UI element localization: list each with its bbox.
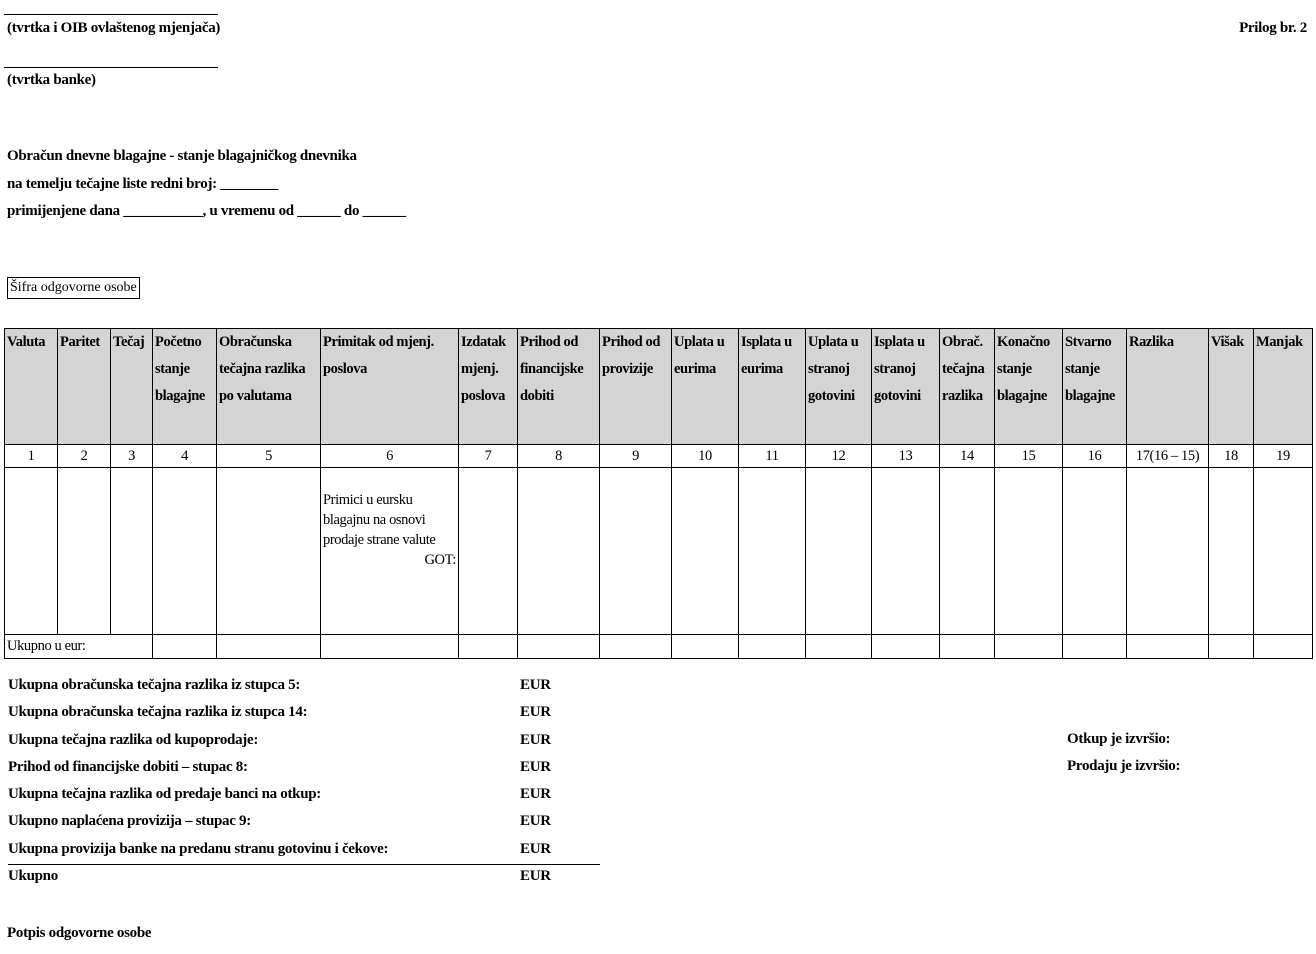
summary-unit: EUR [520, 677, 551, 693]
column-6-note: Primici u eursku blagajnu na osnovi prodaje strane valute [323, 492, 436, 548]
table-cell [111, 468, 153, 635]
total-cell [153, 635, 217, 659]
column-header: Izdatak mjenj. poslova [459, 329, 518, 445]
column-number: 16 [1063, 445, 1127, 468]
column-number: 11 [739, 445, 806, 468]
responsible-code-box: Šifra odgovorne osobe [7, 277, 140, 299]
summary-label: Ukupna obračunska tečajna razlika iz stupca 5: [8, 677, 301, 693]
total-cell [217, 635, 321, 659]
column-header: Isplata u stranoj gotovini [872, 329, 940, 445]
column-header: Manjak [1254, 329, 1313, 445]
column-header: Prihod od provizije [600, 329, 672, 445]
table-cell [672, 468, 739, 635]
title-line-1: Obračun dnevne blagajne - stanje blagajničkog dnevnika [7, 148, 357, 164]
table-cell [5, 468, 58, 635]
summary-unit: EUR [520, 704, 551, 721]
column-number: 13 [872, 445, 940, 468]
column-number: 4 [153, 445, 217, 468]
table-cell [153, 468, 217, 635]
title-line-2: na temelju tečajne liste redni broj: ________ [7, 176, 278, 192]
column-header: Uplata u eurima [672, 329, 739, 445]
summary-unit: EUR [520, 840, 551, 857]
table-cell [739, 468, 806, 635]
summary-row [8, 729, 600, 756]
summary-unit: EUR [520, 867, 551, 884]
summary-label: Ukupna tečajna razlika od predaje banci na otkup: [8, 786, 321, 803]
summary-label: Ukupna tečajna razlika od kupoprodaje: [8, 731, 259, 748]
table-cell [1209, 468, 1254, 635]
purchase-signature-label: Otkup je izvršio: [1067, 731, 1171, 747]
column-number: 6 [321, 445, 459, 468]
summary-row [8, 838, 600, 865]
table-cell [58, 468, 111, 635]
column-header: Obrač. tečajna razlika [940, 329, 995, 445]
total-cell [1254, 635, 1313, 659]
column-header: Tečaj [111, 329, 153, 445]
column-number: 1 [5, 445, 58, 468]
summary-row [8, 674, 600, 701]
exchange-company-label: (tvrtka i OIB ovlaštenog mjenjača) [7, 20, 221, 36]
column-header: Obračunska tečajna razlika po valutama [217, 329, 321, 445]
attachment-label: Prilog br. 2 [1239, 20, 1307, 36]
table-cell [459, 468, 518, 635]
column-header: Prihod od financijske dobiti [518, 329, 600, 445]
table-cell [940, 468, 995, 635]
column-number: 7 [459, 445, 518, 468]
total-cell [600, 635, 672, 659]
table-cell [872, 468, 940, 635]
total-cell [739, 635, 806, 659]
table-row [5, 468, 1313, 635]
table-cell [995, 468, 1063, 635]
total-cell [459, 635, 518, 659]
total-cell [1209, 635, 1254, 659]
column-header: Paritet [58, 329, 111, 445]
summary-row [8, 810, 600, 837]
total-cell [321, 635, 459, 659]
column-number-row [5, 445, 1313, 468]
table-cell [1063, 468, 1127, 635]
table-cell [600, 468, 672, 635]
table-cell [518, 468, 600, 635]
summary-label: Ukupna provizija banke na predanu stranu gotovinu i čekove: [8, 840, 389, 857]
responsible-signature-label: Potpis odgovorne osobe [7, 925, 152, 941]
summary-list [8, 674, 600, 892]
column-number: 18 [1209, 445, 1254, 468]
summary-unit: EUR [520, 731, 551, 748]
column-header: Valuta [5, 329, 58, 445]
summary-row [8, 783, 600, 810]
table-cell [806, 468, 872, 635]
summary-row [8, 701, 600, 728]
column-number: 17(16 – 15) [1127, 445, 1209, 468]
title-line-3: primijenjene dana ___________, u vremenu od ______ do ______ [7, 203, 406, 219]
column-header: Stvarno stanje blagajne [1063, 329, 1127, 445]
bank-company-label: (tvrtka banke) [7, 72, 96, 88]
column-header: Početno stanje blagajne [153, 329, 217, 445]
summary-label: Ukupna obračunska tečajna razlika iz stupca 14: [8, 704, 308, 721]
total-row [5, 635, 1313, 659]
total-cell [940, 635, 995, 659]
column-header: Isplata u eurima [739, 329, 806, 445]
total-cell [518, 635, 600, 659]
summary-row [8, 756, 600, 783]
column-number: 3 [111, 445, 153, 468]
column-number: 8 [518, 445, 600, 468]
total-cell [995, 635, 1063, 659]
column-number: 12 [806, 445, 872, 468]
got-row [323, 550, 456, 570]
column-header: Konačno stanje blagajne [995, 329, 1063, 445]
column-number: 5 [217, 445, 321, 468]
total-cell [672, 635, 739, 659]
signature-line [4, 67, 218, 68]
column-header: Višak [1209, 329, 1254, 445]
summary-label: Ukupno naplaćena provizija – stupac 9: [8, 813, 251, 830]
table-cell [1127, 468, 1209, 635]
table-cell [217, 468, 321, 635]
summary-unit: EUR [520, 813, 551, 830]
column-header: Uplata u stranoj gotovini [806, 329, 872, 445]
column-header: Primitak od mjenj. poslova [321, 329, 459, 445]
column-header: Razlika [1127, 329, 1209, 445]
column-number: 2 [58, 445, 111, 468]
column-number: 10 [672, 445, 739, 468]
column-number: 14 [940, 445, 995, 468]
total-cell [1127, 635, 1209, 659]
table-cell [321, 468, 459, 635]
header-row [5, 329, 1313, 445]
column-number: 15 [995, 445, 1063, 468]
summary-unit: EUR [520, 758, 551, 775]
got-label: GOT: [424, 552, 456, 568]
summary-label: Prihod od financijske dobiti – stupac 8: [8, 758, 248, 775]
column-number: 19 [1254, 445, 1313, 468]
table-cell [1254, 468, 1313, 635]
column-number: 9 [600, 445, 672, 468]
cash-register-table [4, 328, 1313, 659]
total-cell [872, 635, 940, 659]
sale-signature-label: Prodaju je izvršio: [1067, 758, 1181, 774]
summary-row [8, 865, 600, 892]
summary-label: Ukupno [8, 867, 58, 884]
total-cell [1063, 635, 1127, 659]
summary-unit: EUR [520, 786, 551, 803]
total-cell [806, 635, 872, 659]
signature-line [4, 14, 218, 15]
total-label: Ukupno u eur: [5, 635, 153, 659]
